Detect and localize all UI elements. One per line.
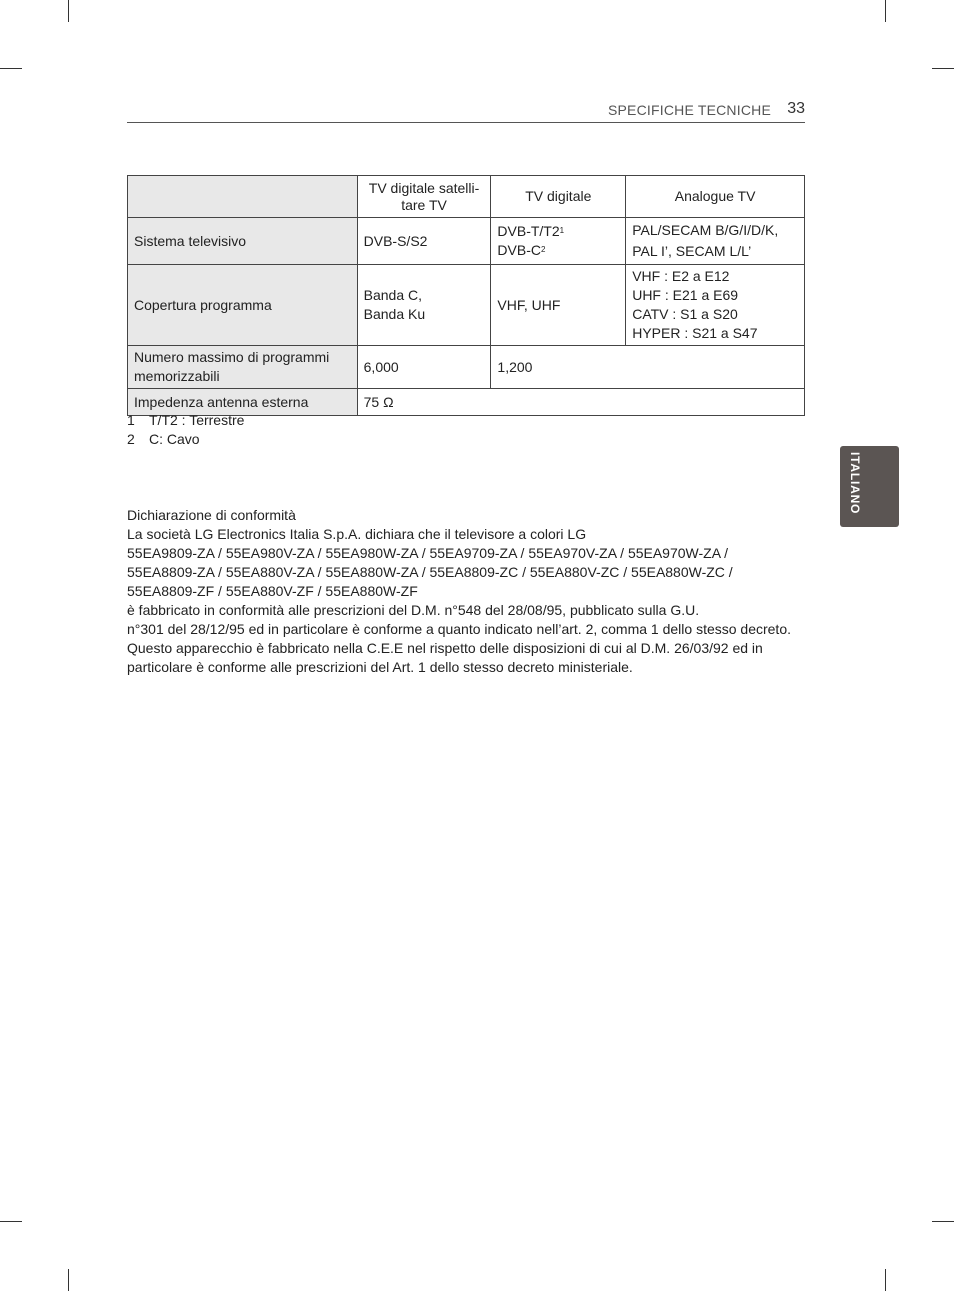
footnotes [127, 411, 244, 449]
language-tab-label: ITALIANO [848, 452, 862, 515]
header-cell-satellite: TV digitale satelli- tare TV [357, 176, 491, 218]
table-cell: 75 Ω [357, 389, 804, 416]
row-label: Sistema televisivo [128, 218, 358, 265]
header-cell-digitale: TV digitale [491, 176, 626, 218]
table-cell: VHF, UHF [491, 265, 626, 346]
declaration-line: particolare è conforme alle prescrizioni del Art. 1 dello stesso decreto ministeriale. [127, 659, 633, 675]
header-cell-analogue: Analogue TV [626, 176, 805, 218]
declaration-of-conformity [127, 506, 817, 677]
crop-mark [68, 1269, 69, 1291]
header-cell-empty [128, 176, 358, 218]
page-number: 33 [787, 100, 805, 117]
declaration-line: n°301 del 28/12/95 ed in particolare è conforme a quanto indicato nell’art. 2, comma 1 dello stesso decreto. [127, 621, 792, 637]
table-cell: PAL/SECAM B/G/I/D/K, PAL I’, SECAM L/L’ [626, 218, 805, 265]
row-label: Numero massimo di programmi memorizzabili [128, 346, 358, 389]
declaration-line: Questo apparecchio è fabbricato nella C.E.E nel rispetto delle disposizioni di cui al D.M. 26/03/92 ed in [127, 640, 763, 656]
table-cell: 1,200 [491, 346, 805, 389]
crop-mark [932, 1221, 954, 1222]
table-cell: 6,000 [357, 346, 491, 389]
table-row [128, 218, 805, 265]
crop-mark [68, 0, 69, 22]
crop-mark [932, 68, 954, 69]
language-side-tab [840, 446, 899, 527]
row-label: Impedenza antenna esterna [128, 389, 358, 416]
table-cell: VHF : E2 a E12 UHF : E21 a E69 CATV : S1 a S20 HYPER : S21 a S47 [626, 265, 805, 346]
table-cell: Banda C, Banda Ku [357, 265, 491, 346]
declaration-line: è fabbricato in conformità alle prescrizioni del D.M. n°548 del 28/08/95, pubblicato sulla G.U. [127, 602, 700, 618]
section-title: SPECIFICHE TECNICHE [607, 102, 771, 118]
crop-mark [0, 68, 22, 69]
spec-table [127, 175, 805, 416]
row-label: Copertura programma [128, 265, 358, 346]
declaration-line: 55EA8809-ZA / 55EA880V-ZA / 55EA880W-ZA / 55EA8809-ZC / 55EA880V-ZC / 55EA880W-ZC / [127, 564, 733, 580]
page-header [127, 100, 805, 123]
crop-mark [0, 1221, 22, 1222]
table-row [128, 346, 805, 389]
declaration-line: La società LG Electronics Italia S.p.A. dichiara che il televisore a colori LG [127, 526, 587, 542]
table-cell: DVB-S/S2 [357, 218, 491, 265]
footnote: 1 T/T2 : Terrestre [127, 412, 245, 428]
crop-mark [885, 1269, 886, 1291]
table-header-row [128, 176, 805, 218]
crop-mark [885, 0, 886, 22]
declaration-line: 55EA9809-ZA / 55EA980V-ZA / 55EA980W-ZA / 55EA9709-ZA / 55EA970V-ZA / 55EA970W-ZA / [127, 545, 729, 561]
declaration-line: 55EA8809-ZF / 55EA880V-ZF / 55EA880W-ZF [127, 583, 418, 599]
declaration-title: Dichiarazione di conformità [127, 507, 296, 523]
table-row [128, 265, 805, 346]
table-cell: DVB-$T/T2^1$ DVB-$C^2$ [491, 218, 626, 265]
footnote: 2 C: Cavo [127, 431, 200, 447]
